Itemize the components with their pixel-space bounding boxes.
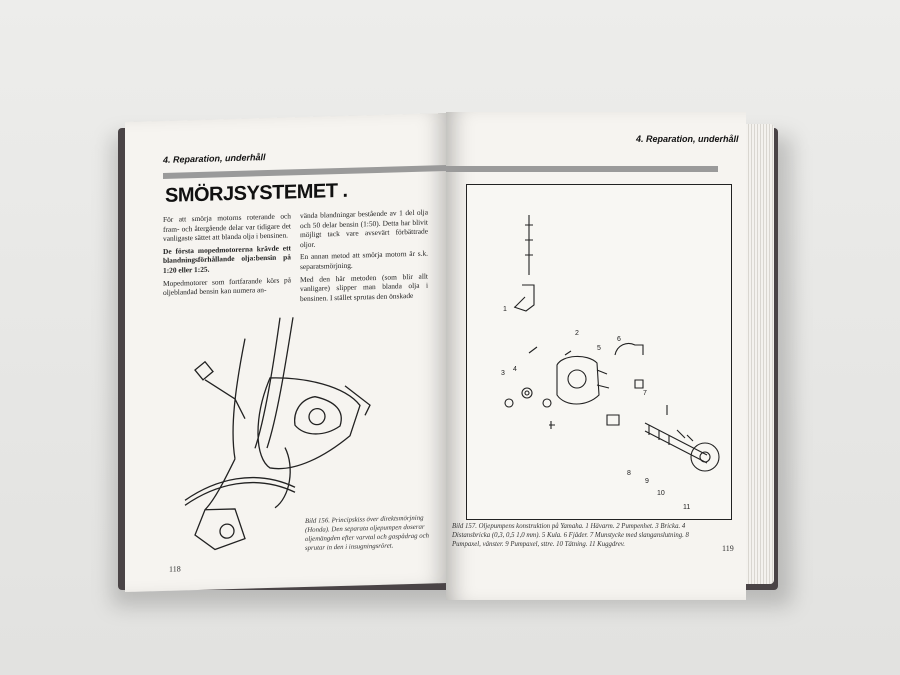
left-text-column-1 <box>163 211 291 300</box>
right-page-header: 4. Reparation, underhåll <box>636 134 739 144</box>
col2-paragraph-2: En annan metod att smörja motorn är s.k. separatsmörjning. <box>300 248 428 272</box>
right-header-rule <box>446 166 718 172</box>
callout-8: 8 <box>627 470 631 477</box>
callout-10: 10 <box>657 490 665 497</box>
left-text-column-2 <box>300 208 428 307</box>
figure-156-caption: Bild 156. Principskiss över direktsmörjning (Honda). Den separata oljepumpen doserar oljemängden efter varvtal och gaspådrag och sprutar in den i insugningsröret. <box>305 514 430 552</box>
callout-3: 3 <box>501 370 505 377</box>
callout-4: 4 <box>513 366 517 373</box>
right-page <box>446 112 746 600</box>
oil-pump-exploded-drawing <box>467 185 731 519</box>
callout-7: 7 <box>643 390 647 397</box>
callout-11: 11 <box>683 504 691 511</box>
col1-paragraph-3: Mopedmotorer som fortfarande körs på oljeblandad bensin kan numera an- <box>163 274 291 298</box>
col1-paragraph-1: För att smörja motorns roterande och fram- och återgående delar var tidigare det vanligaste sättet att blanda olja i bensinen. <box>163 211 291 244</box>
col1-paragraph-2: De första mopedmotorerna krävde ett blandningsförhållande olja:bensin på 1:20 eller 1:25. <box>163 243 291 275</box>
figure-157-caption: Bild 157. Oljepumpens konstruktion på Yamaha. 1 Hävarm. 2 Pumpenhet. 3 Bricka. 4 Distansbricka (0,3, 0,5 1,0 mm). 5 Kula. 6 Fjäder. 7 Munstycke med slanganslutning. 8 Pumpaxel, vänster. 9 Pumpaxel, sttre. 10 Tätning. 11 Kuggdrev. <box>452 523 689 548</box>
left-page-number: 118 <box>169 564 181 574</box>
callout-9: 9 <box>645 478 649 485</box>
right-page-number: 119 <box>722 544 734 553</box>
callout-5: 5 <box>597 345 601 352</box>
section-title: SMÖRJSYSTEMET . <box>165 179 348 207</box>
callout-1: 1 <box>503 306 507 313</box>
figure-157-frame <box>466 184 732 520</box>
col2-paragraph-3: Med den här metoden (som blir allt vanligare) slipper man blanda olja i bensinen. I stället sprutas den önskade <box>300 271 428 303</box>
col2-paragraph-1: vända blandningar bestående av 1 del olja och 50 delar bensin (1:50). Detta har blivit möjligt tack vare avsevärt förbättrade oljor. <box>300 207 428 249</box>
callout-2: 2 <box>575 330 579 337</box>
left-header-rule <box>163 165 447 179</box>
left-page <box>125 113 447 592</box>
callout-6: 6 <box>617 336 621 343</box>
left-page-header: 4. Reparation, underhåll <box>163 152 266 165</box>
